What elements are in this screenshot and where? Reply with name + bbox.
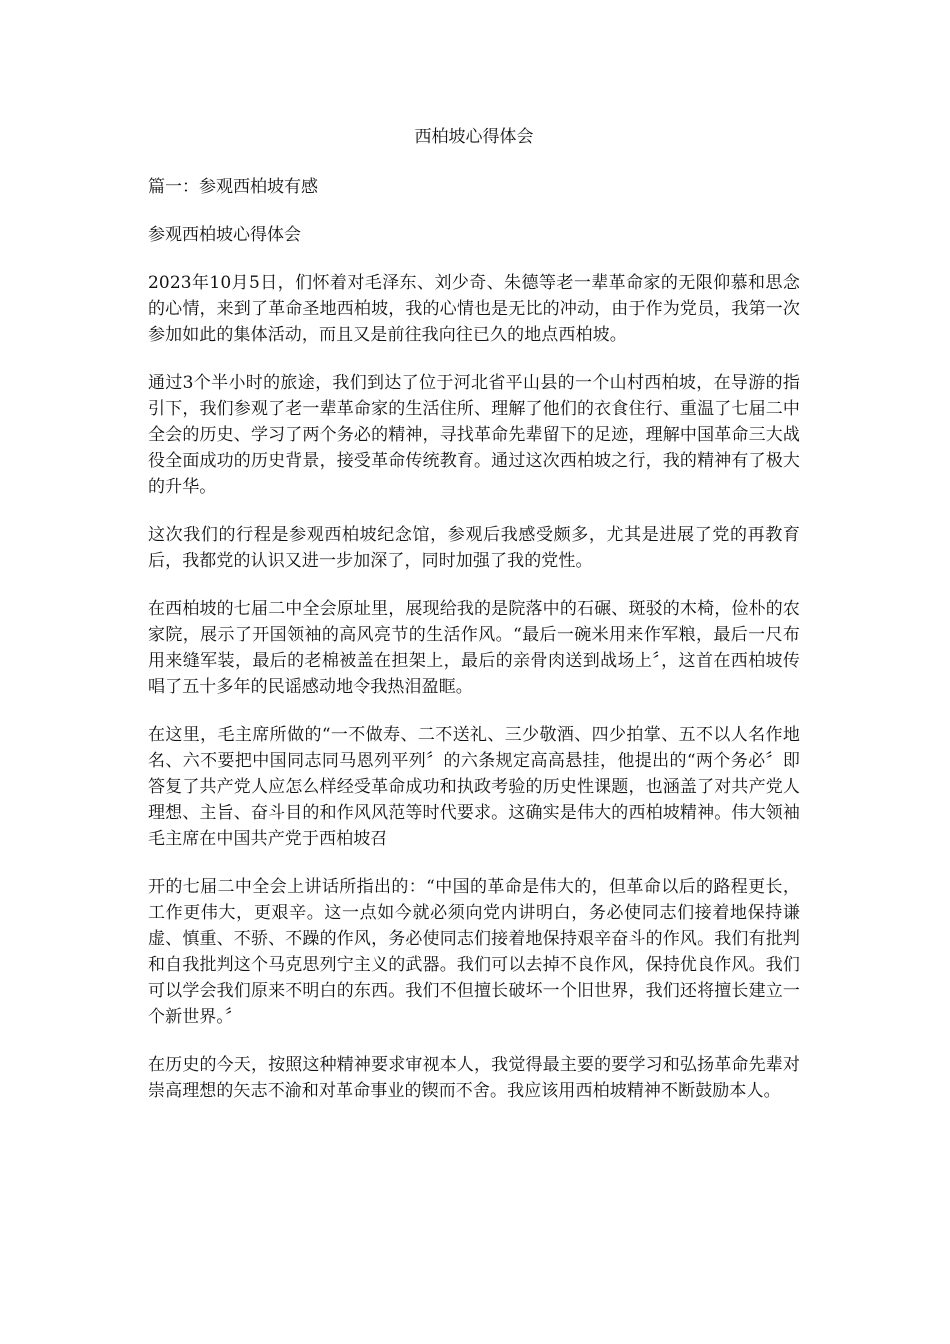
paragraph-3: 这次我们的行程是参观西柏坡纪念馆，参观后我感受颇多，尤其是进展了党的再教育后，我都党的认识又进一步加深了，同时加强了我的党性。 bbox=[148, 525, 800, 571]
paragraph-5: 在这里，毛主席所做的“一不做寿、二不送礼、三少敬酒、四少拍掌、五不以人名作地名、六不要把中国同志同马恩列平列〞的六条规定高高悬挂，他提出的“两个务必〞即答复了共产党人应怎么样经受革命成功和执政考验的历史性课题，也涵盖了对共产党人理想、主旨、奋斗目的和作风风范等时代要求。这确实是伟大的西柏坡精神。伟大领袖毛主席在中国共产党于西柏坡召 bbox=[148, 725, 800, 849]
document-subtitle: 参观西柏坡心得体会 bbox=[148, 225, 301, 245]
document-page bbox=[148, 124, 800, 1126]
paragraph-7: 在历史的今天，按照这种精神要求审视本人，我觉得最主要的要学习和弘扬革命先辈对崇高理想的矢志不渝和对革命事业的锲而不舍。我应该用西柏坡精神不断鼓励本人。 bbox=[148, 1055, 800, 1101]
document-title: 西柏坡心得体会 bbox=[414, 127, 534, 147]
paragraph-2: 通过3个半小时的旅途，我们到达了位于河北省平山县的一个山村西柏坡，在导游的指引下，我们参观了老一辈革命家的生活住所、理解了他们的衣食住行、重温了七届二中全会的历史、学习了两个务必的精神，寻找革命先辈留下的足迹，理解中国革命三大战役全面成功的历史背景，接受革命传统教育。通过这次西柏坡之行，我的精神有了极大的升华。 bbox=[148, 373, 800, 497]
paragraph-4: 在西柏坡的七届二中全会原址里，展现给我的是院落中的石碾、斑驳的木椅，俭朴的农家院，展示了开国领袖的高风亮节的生活作风。“最后一碗米用来作军粮，最后一尺布用来缝军装，最后的老棉被盖在担架上，最后的亲骨肉送到战场上〞，这首在西柏坡传唱了五十多年的民谣感动地令我热泪盈眶。 bbox=[148, 599, 800, 697]
paragraph-1: 2023年10月5日，们怀着对毛泽东、刘少奇、朱德等老一辈革命家的无限仰慕和思念的心情，来到了革命圣地西柏坡，我的心情也是无比的冲动，由于作为党员，我第一次参加如此的集体活动，而且又是前往我向往已久的地点西柏坡。 bbox=[148, 273, 800, 345]
paragraph-6: 开的七届二中全会上讲话所指出的：“中国的革命是伟大的，但革命以后的路程更长，工作更伟大，更艰辛。这一点如今就必须向党内讲明白，务必使同志们接着地保持谦虚、慎重、不骄、不躁的作风，务必使同志们接着地保持艰辛奋斗的作风。我们有批判和自我批判这个马克思列宁主义的武器。我们可以去掉不良作风，保持优良作风。我们可以学会我们原来不明白的东西。我们不但擅长破坏一个旧世界，我们还将擅长建立一个新世界。〞 bbox=[148, 877, 800, 1027]
section-heading: 篇一：参观西柏坡有感 bbox=[148, 177, 318, 197]
